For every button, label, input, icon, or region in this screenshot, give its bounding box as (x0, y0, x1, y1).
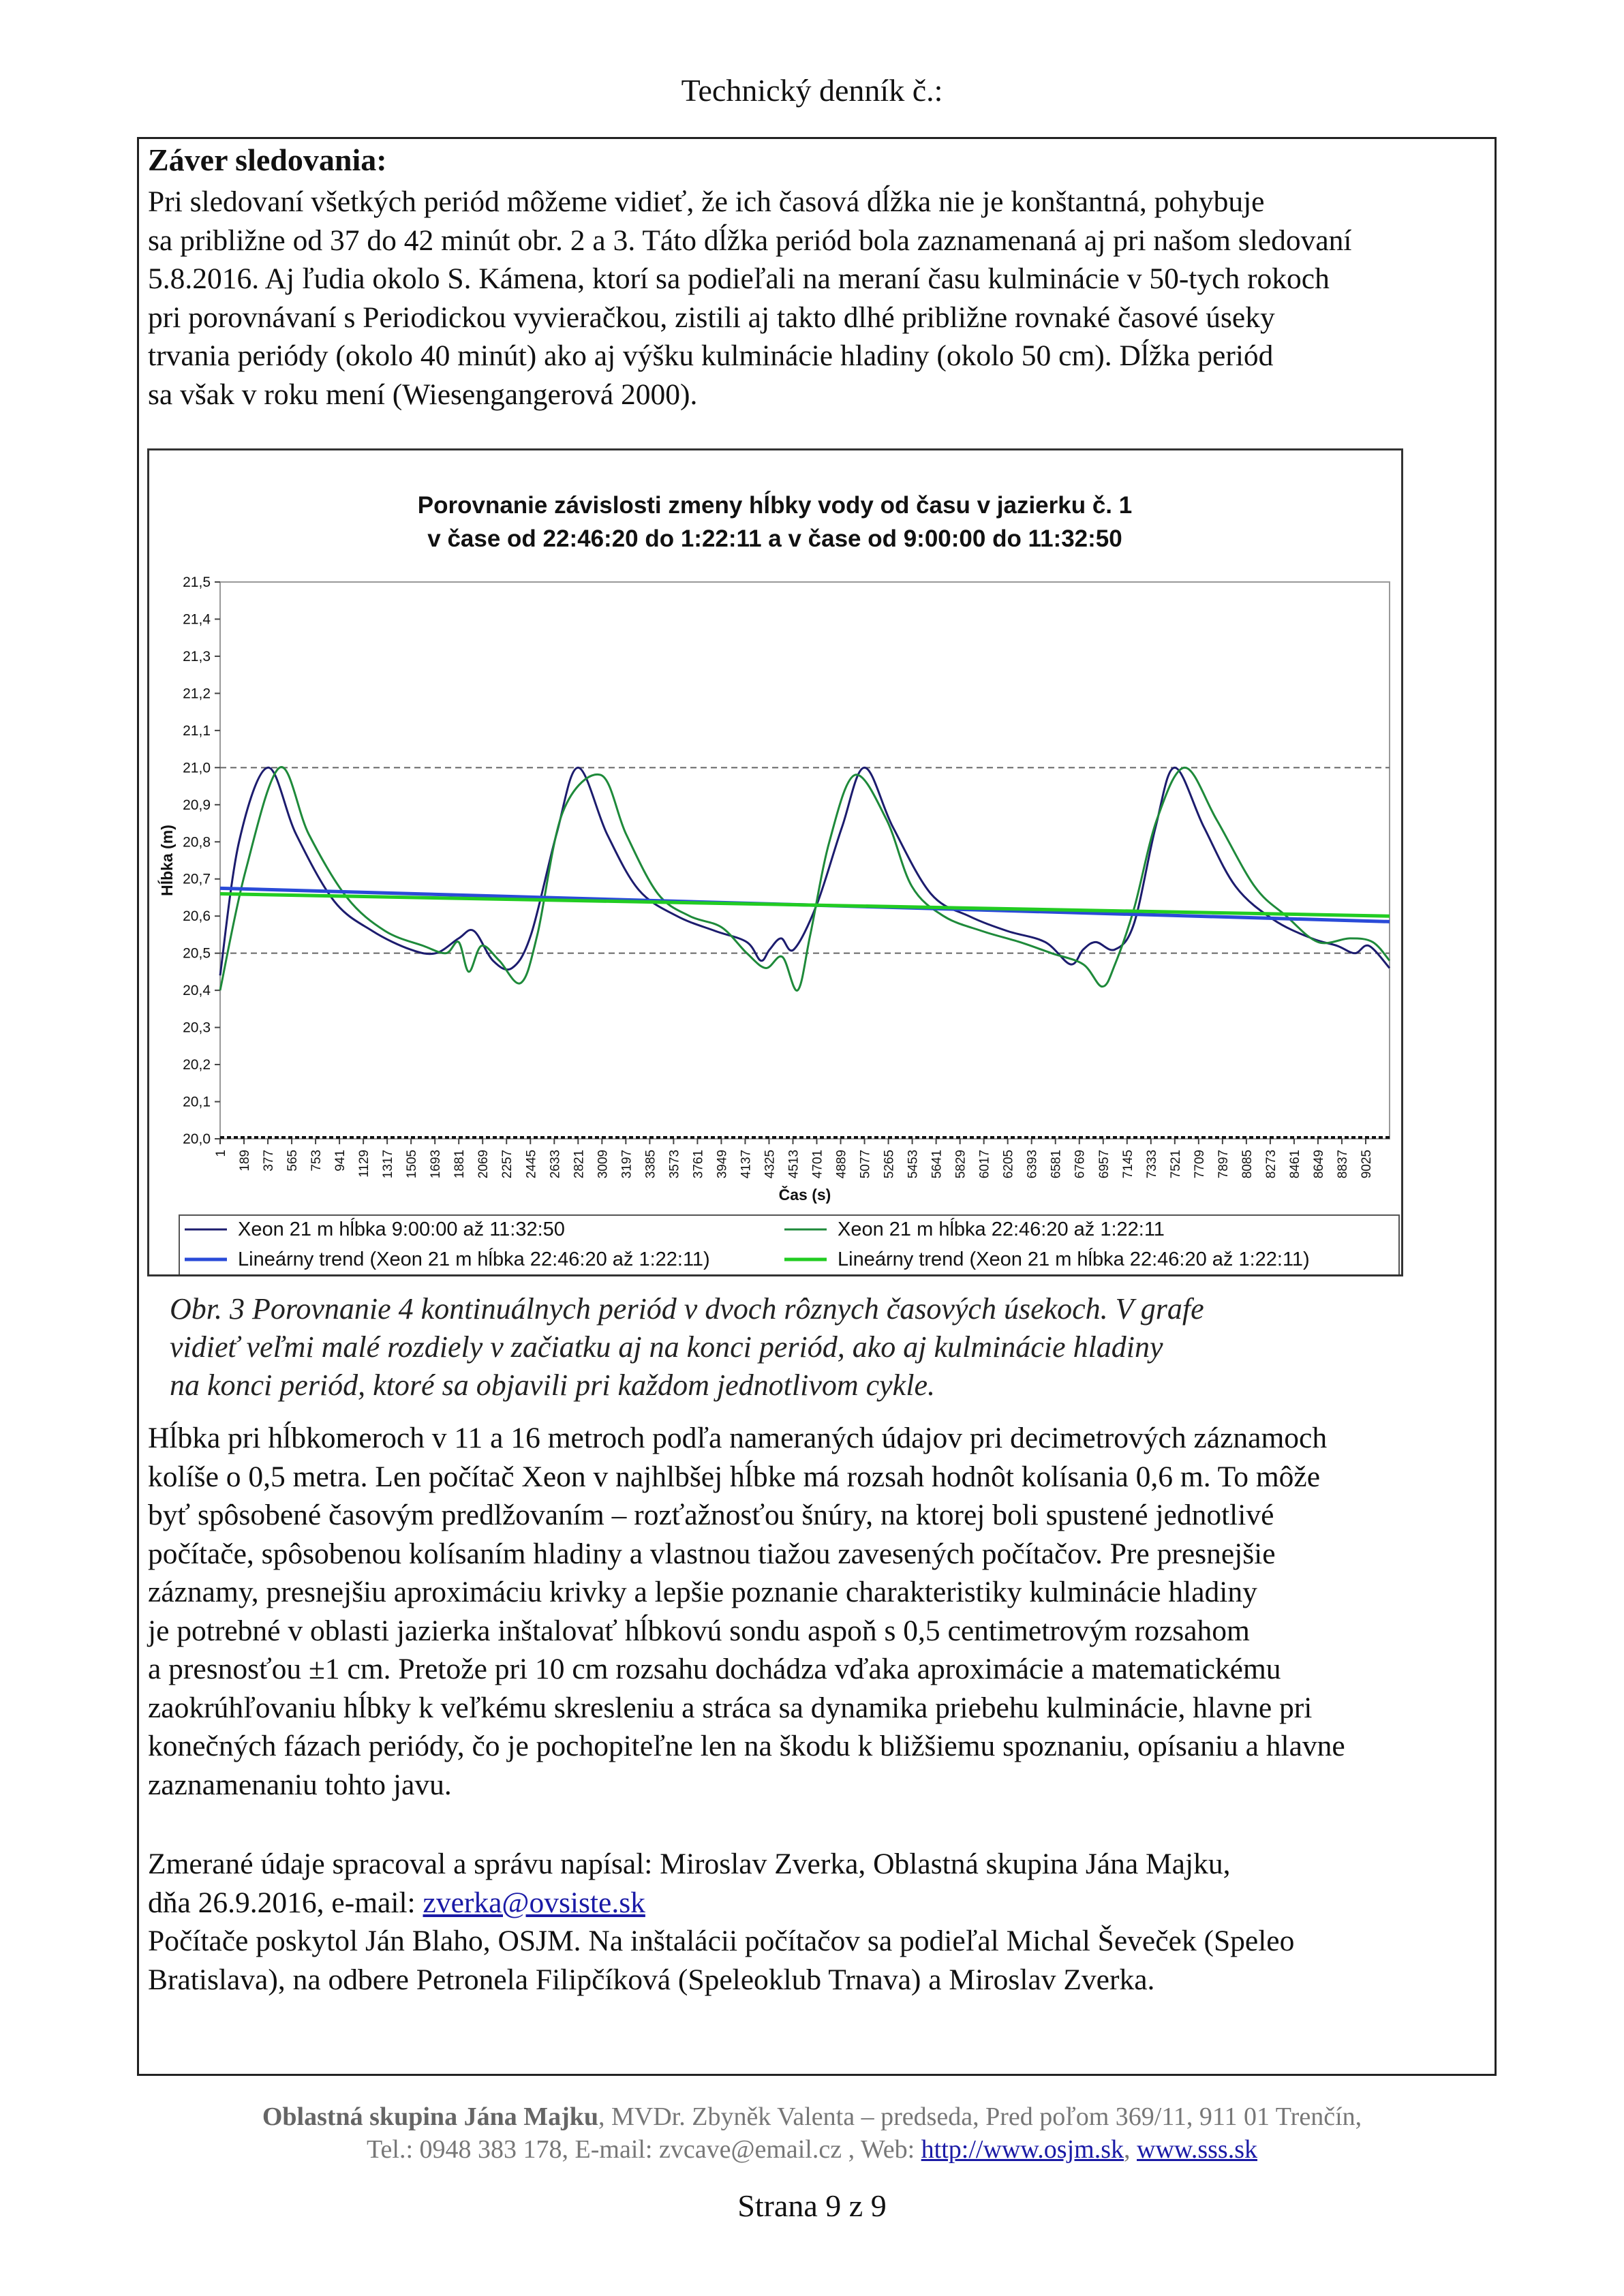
y-tick-label: 20,9 (183, 797, 211, 813)
y-tick-label: 20,5 (183, 945, 211, 962)
x-tick-label: 1317 (381, 1150, 396, 1179)
x-tick-label: 3761 (691, 1150, 706, 1179)
x-tick-label: 3949 (715, 1150, 730, 1179)
footer-web-link[interactable]: http://www.osjm.sk (921, 2135, 1124, 2164)
x-tick-label: 1505 (405, 1150, 420, 1179)
footer-separator: , (1124, 2135, 1137, 2164)
x-tick-label: 7333 (1144, 1150, 1159, 1179)
x-tick-label: 2633 (548, 1150, 563, 1179)
x-tick-label: 941 (333, 1150, 348, 1172)
y-tick-label: 20,3 (183, 1020, 211, 1036)
author-date-line (148, 1884, 1490, 1923)
author-line: Počítače poskytol Ján Blaho, OSJM. Na inštalácii počítačov sa podieľal Michal Ševeček (Speleo (148, 1925, 1295, 1957)
y-axis-label: Hĺbka (m) (158, 825, 176, 896)
x-tick-label: 2821 (572, 1150, 587, 1179)
x-tick-label: 377 (262, 1150, 277, 1172)
depth-line: Hĺbka pri hĺbkomeroch v 11 a 16 metroch podľa nameraných údajov pri decimetrových záznamoch (148, 1422, 1328, 1454)
depth-line: a presnosťou ±1 cm. Pretože pri 10 cm rozsahu dochádza vďaka aproximácie a matematickému (148, 1653, 1281, 1685)
legend-label-4: Lineárny trend (Xeon 21 m hĺbka 22:46:20 až 1:22:11) (838, 1249, 1310, 1270)
y-tick-label: 20,4 (183, 983, 211, 999)
depth-line: zaokrúhľovaniu hĺbky k veľkému skresleniu a stráca sa dynamika priebehu kulminácie, hlavne pri (148, 1691, 1313, 1724)
caption-line: vidieť veľmi malé rozdiely v začiatku aj na konci periód, ako aj kulminácie hladiny (170, 1330, 1163, 1364)
x-tick-label: 9025 (1359, 1150, 1374, 1179)
x-tick-label: 8461 (1287, 1150, 1302, 1179)
page-header: Technický denník č.: (681, 73, 943, 108)
page-footer (0, 2100, 1624, 2166)
depth-line: zaznamenaniu tohto javu. (148, 1768, 452, 1801)
x-tick-label: 1129 (357, 1150, 372, 1178)
x-tick-label: 7897 (1216, 1150, 1231, 1179)
footer-contact: Tel.: 0948 383 178, E-mail: zvcave@email.cz , Web: (366, 2135, 921, 2164)
x-tick-label: 565 (286, 1150, 301, 1172)
conclusion-line: pri porovnávaní s Periodickou vyvieračkou, zistili aj takto dlhé približne rovnaké časové úseky (148, 301, 1275, 334)
depth-line: počítače, spôsobenou kolísaním hladiny a vlastnou tiažou zavesených počítačov. Pre presnejšie (148, 1537, 1276, 1570)
depth-line: byť spôsobené časovým predlžovaním – rozťažnosťou šnúry, na ktorej boli spustené jednotlivé (148, 1499, 1274, 1531)
y-tick-label: 21,2 (183, 686, 211, 702)
conclusion-line: sa približne od 37 do 42 minút obr. 2 a 3. Táto dĺžka periód bola zaznamenaná aj pri našom sledovaní (148, 224, 1352, 257)
depth-paragraph (148, 1419, 1490, 1804)
conclusion-title: Záver sledovania: (148, 142, 387, 177)
caption-line: Obr. 3 Porovnanie 4 kontinuálnych periód v dvoch rôznych časových úsekoch. V grafe (170, 1292, 1204, 1326)
x-tick-label: 6769 (1073, 1150, 1088, 1179)
x-tick-label: 5077 (858, 1150, 873, 1179)
author-line: Bratislava), na odbere Petronela Filipčíková (Speleoklub Trnava) a Miroslav Zverka. (148, 1963, 1155, 1996)
depth-line: kolíše o 0,5 metra. Len počítač Xeon v najhlbšej hĺbke má rozsah hodnôt kolísania 0,6 m. To môže (148, 1460, 1321, 1493)
x-tick-label: 7145 (1120, 1150, 1135, 1179)
conclusion-line: sa však v roku mení (Wiesengangerová 2000). (148, 378, 698, 411)
email-link[interactable]: zverka@ovsiste.sk (423, 1886, 645, 1919)
x-tick-label: 4325 (763, 1150, 778, 1179)
x-tick-label: 6205 (1001, 1150, 1016, 1179)
conclusion-paragraph (148, 183, 1490, 414)
chart-subtitle: v čase od 22:46:20 do 1:22:11 a v čase od 9:00:00 do 11:32:50 (427, 525, 1122, 552)
x-tick-label: 5641 (930, 1150, 945, 1179)
x-tick-label: 6393 (1025, 1150, 1040, 1179)
page-number: Strana 9 z 9 (737, 2188, 887, 2223)
chart-canvas (149, 450, 1401, 1274)
y-tick-label: 21,0 (183, 760, 211, 776)
x-tick-label: 8837 (1335, 1150, 1350, 1179)
x-tick-label: 3385 (643, 1150, 658, 1179)
x-tick-label: 6957 (1097, 1150, 1112, 1179)
conclusion-line: trvania periódy (okolo 40 minút) ako aj výšku kulminácie hladiny (okolo 50 cm). Dĺžka periód (148, 339, 1274, 372)
y-tick-label: 21,3 (183, 648, 211, 664)
x-tick-label: 5453 (906, 1150, 921, 1179)
x-tick-label: 3009 (596, 1150, 611, 1179)
x-tick-label: 2445 (524, 1150, 539, 1179)
x-tick-label: 4513 (786, 1150, 801, 1179)
x-tick-label: 8085 (1240, 1150, 1255, 1179)
x-tick-label: 4701 (810, 1150, 825, 1179)
x-tick-label: 1693 (429, 1150, 444, 1179)
y-tick-label: 21,5 (183, 575, 211, 590)
y-tick-label: 21,1 (183, 722, 211, 739)
footer-line-2 (0, 2133, 1624, 2166)
depth-line: záznamy, presnejšiu aproximáciu krivky a lepšie poznanie charakteristiky kulminácie hladiny (148, 1576, 1257, 1608)
plot-area (220, 582, 1390, 1139)
conclusion-line: 5.8.2016. Aj ľudia okolo S. Kámena, ktorí sa podieľali na meraní času kulminácie v 50-tych rokoch (148, 262, 1330, 295)
author-line: Zmerané údaje spracoval a správu napísal: Miroslav Zverka, Oblastná skupina Jána Majku, (148, 1848, 1231, 1880)
author-date-text: dňa 26.9.2016, e-mail: (148, 1886, 423, 1919)
x-tick-label: 3573 (667, 1150, 682, 1179)
depth-line: konečných fázach periódy, čo je pochopiteľne len na škodu k bližšiemu spoznaniu, opísaniu a hlavne (148, 1730, 1345, 1762)
y-tick-label: 20,2 (183, 1057, 211, 1073)
figure-caption (170, 1290, 1204, 1405)
legend-label-1: Xeon 21 m hĺbka 9:00:00 až 11:32:50 (238, 1219, 565, 1240)
x-axis-label: Čas (s) (778, 1186, 831, 1204)
x-tick-label: 1881 (453, 1150, 468, 1179)
legend-label-2: Xeon 21 m hĺbka 22:46:20 až 1:22:11 (838, 1219, 1165, 1240)
depth-chart (147, 448, 1403, 1276)
x-tick-label: 6581 (1049, 1150, 1064, 1179)
y-tick-label: 20,8 (183, 834, 211, 851)
x-tick-label: 5829 (953, 1150, 968, 1179)
author-paragraph (148, 1845, 1490, 1999)
x-tick-label: 189 (238, 1150, 253, 1172)
footer-address: , MVDr. Zbyněk Valenta – predseda, Pred poľom 369/11, 911 01 Trenčín, (598, 2102, 1362, 2131)
caption-line: na konci periód, ktoré sa objavili pri každom jednotlivom cykle. (170, 1368, 935, 1402)
y-tick-label: 20,0 (183, 1131, 211, 1147)
x-tick-label: 4889 (834, 1150, 849, 1179)
conclusion-line: Pri sledovaní všetkých periód môžeme vidieť, že ich časová dĺžka nie je konštantná, pohybuje (148, 185, 1265, 218)
x-tick-label: 1 (214, 1150, 228, 1157)
x-tick-label: 8273 (1263, 1150, 1278, 1179)
x-tick-label: 5265 (882, 1150, 897, 1179)
footer-org: Oblastná skupina Jána Majku (262, 2102, 598, 2131)
chart-title: Porovnanie závislosti zmeny hĺbky vody od času v jazierku č. 1 (417, 492, 1133, 519)
x-tick-label: 8649 (1311, 1150, 1326, 1179)
y-tick-label: 20,1 (183, 1094, 211, 1110)
x-tick-label: 7709 (1192, 1150, 1207, 1179)
x-tick-label: 3197 (619, 1150, 634, 1179)
legend-label-3: Lineárny trend (Xeon 21 m hĺbka 22:46:20 až 1:22:11) (238, 1249, 710, 1270)
footer-line-1 (0, 2100, 1624, 2133)
x-tick-label: 7521 (1168, 1150, 1183, 1179)
y-tick-label: 20,6 (183, 908, 211, 925)
x-tick-label: 2069 (476, 1150, 491, 1179)
footer-sss-link[interactable]: www.sss.sk (1137, 2135, 1258, 2164)
y-tick-label: 21,4 (183, 611, 211, 628)
x-tick-label: 753 (309, 1150, 324, 1172)
x-tick-label: 4137 (739, 1150, 754, 1179)
x-tick-label: 6017 (977, 1150, 992, 1179)
x-tick-label: 2257 (500, 1150, 515, 1179)
depth-line: je potrebné v oblasti jazierka inštalovať hĺbkovú sondu aspoň s 0,5 centimetrovým rozsahom (148, 1614, 1250, 1647)
y-tick-label: 20,7 (183, 871, 211, 887)
